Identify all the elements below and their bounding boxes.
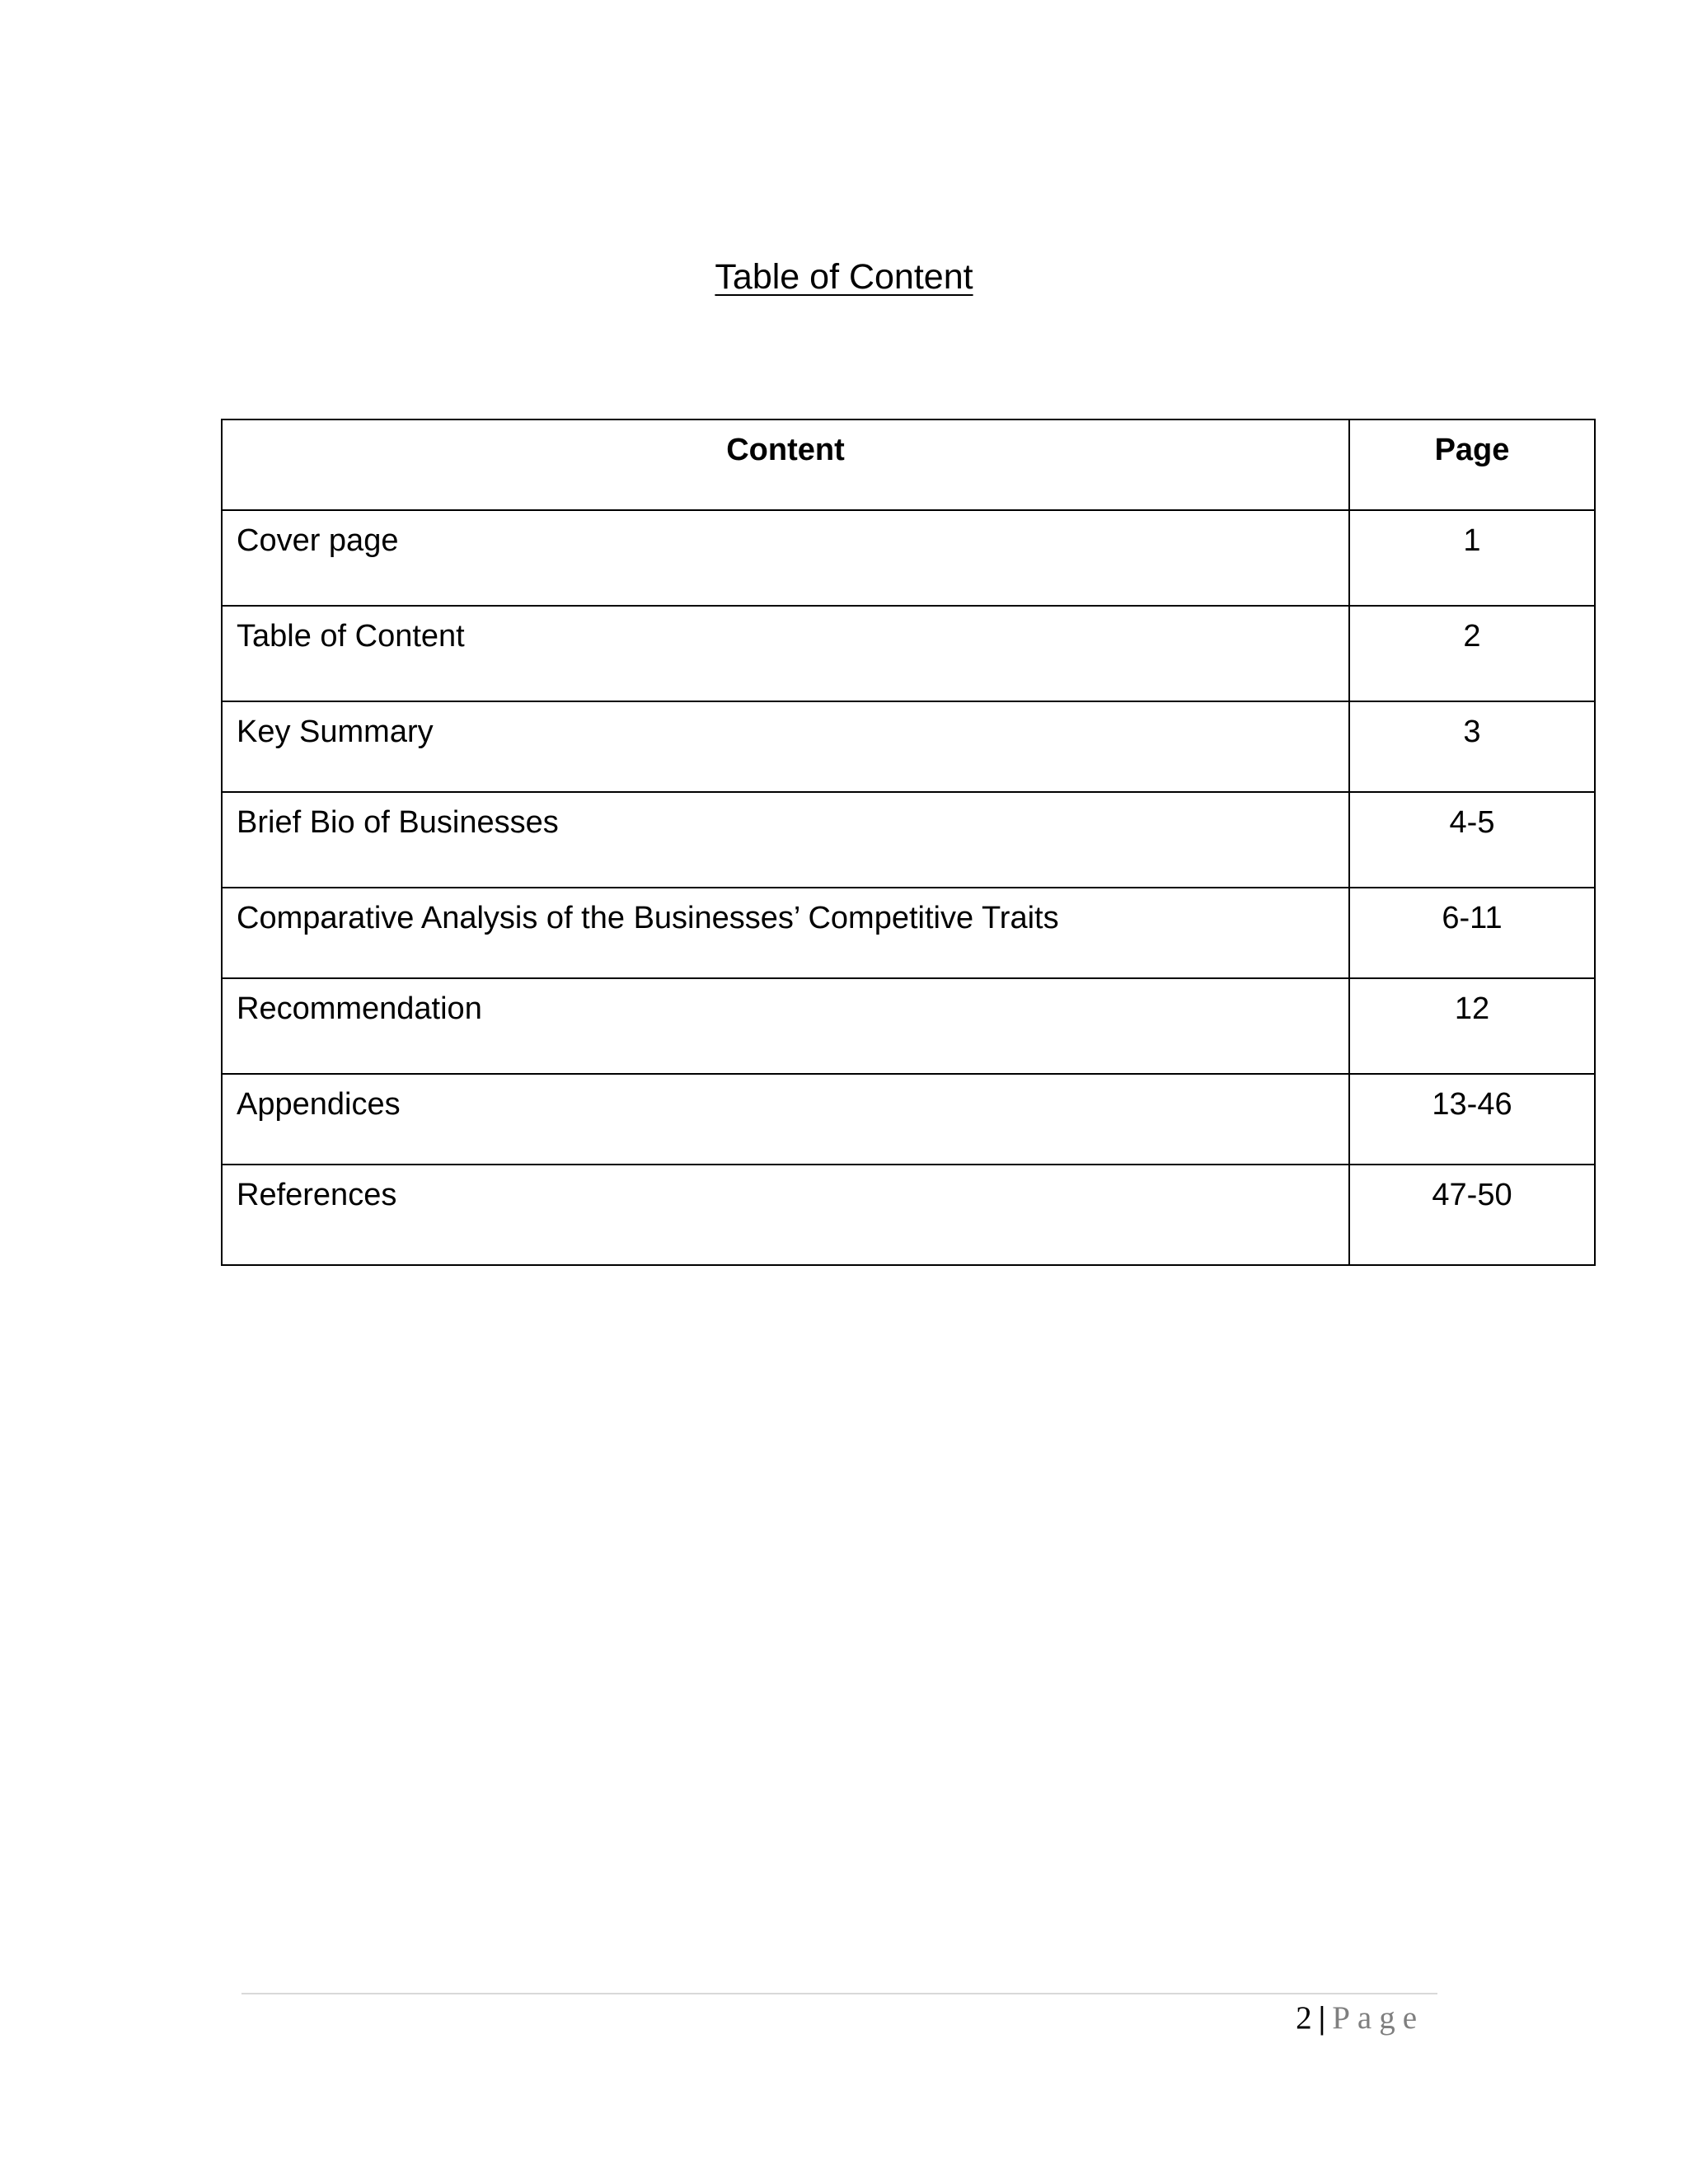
footer-separator: | xyxy=(1318,2000,1326,2036)
table-row xyxy=(222,888,1595,978)
page-label: Page xyxy=(1332,2000,1424,2036)
row-content: Recommendation xyxy=(222,978,1349,1074)
table-row xyxy=(222,510,1595,606)
row-page: 3 xyxy=(1349,701,1595,792)
page-footer xyxy=(1296,1997,1424,2040)
row-page: 1 xyxy=(1349,510,1595,606)
row-content: Cover page xyxy=(222,510,1349,606)
row-content: Appendices xyxy=(222,1074,1349,1165)
page-number: 2 xyxy=(1296,2000,1312,2036)
row-page: 12 xyxy=(1349,978,1595,1074)
row-page: 6-11 xyxy=(1349,888,1595,978)
row-content: Comparative Analysis of the Businesses’ Competitive Traits xyxy=(222,888,1349,978)
table-row xyxy=(222,792,1595,888)
header-content: Content xyxy=(222,419,1349,510)
row-page: 47-50 xyxy=(1349,1165,1595,1265)
row-content: Brief Bio of Businesses xyxy=(222,792,1349,888)
table-row xyxy=(222,1074,1595,1165)
row-content: References xyxy=(222,1165,1349,1265)
row-page: 2 xyxy=(1349,606,1595,701)
table-header-row xyxy=(222,419,1595,510)
row-page: 4-5 xyxy=(1349,792,1595,888)
table-row xyxy=(222,1165,1595,1265)
row-content: Key Summary xyxy=(222,701,1349,792)
page-title: Table of Content xyxy=(715,257,973,297)
row-page: 13-46 xyxy=(1349,1074,1595,1165)
table-row xyxy=(222,701,1595,792)
table-row xyxy=(222,978,1595,1074)
table-of-contents xyxy=(221,419,1596,1266)
row-content: Table of Content xyxy=(222,606,1349,701)
header-page: Page xyxy=(1349,419,1595,510)
table-row xyxy=(222,606,1595,701)
footer-divider xyxy=(241,1993,1437,1994)
